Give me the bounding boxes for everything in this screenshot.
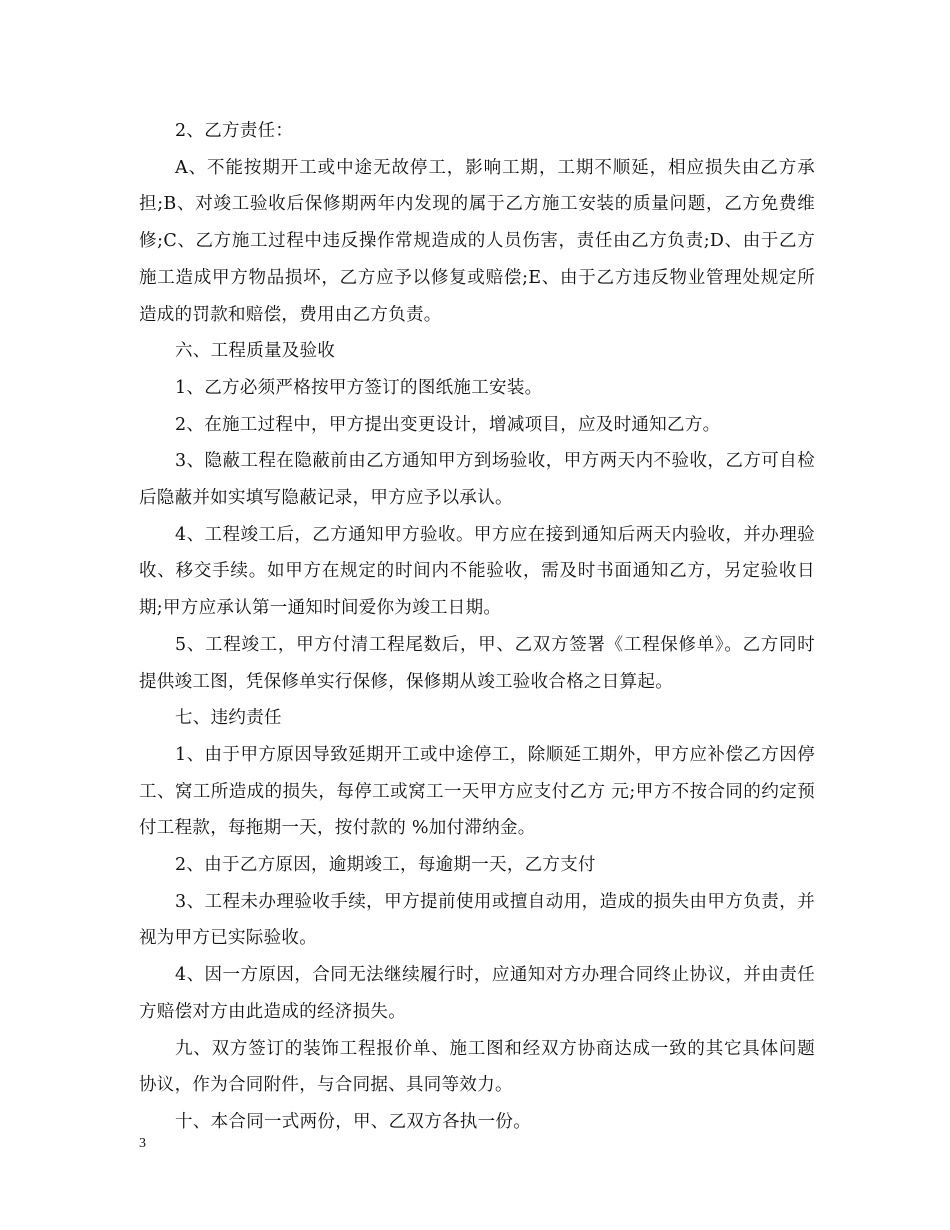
paragraph-quality-1: 1、乙方必须严格按甲方签订的图纸施工安装。 [175, 377, 543, 398]
section-ten-contract-copies: 十、本合同一式两份，甲、乙双方各执一份。 [175, 1111, 531, 1132]
paragraph-breach-1: 1、由于甲方原因导致延期开工或中途停工，除顺延工期外，甲方应补偿乙方因停工、窝工所造成的损失，每停工或窝工一天甲方应支付乙方 元;甲方不按合同的约定预付工程款，每拖期一天，按付款的 %加付滞纳金。 [139, 744, 815, 839]
section-nine-contract-attachments: 九、双方签订的装饰工程报价单、施工图和经双方协商达成一致的其它具体问题协议，作为合同附件，与合同据、具同等效力。 [139, 1038, 815, 1096]
section-heading-breach-liability: 七、违约责任 [175, 708, 282, 729]
paragraph-breach-2: 2、由于乙方原因，逾期竣工，每逾期一天，乙方支付 [175, 855, 596, 876]
paragraph-quality-3: 3、隐蔽工程在隐蔽前由乙方通知甲方到场验收，甲方两天内不验收，乙方可自检后隐蔽并如实填写隐蔽记录，甲方应予以承认。 [139, 451, 815, 509]
page-number: 3 [139, 1136, 146, 1151]
document-body [139, 113, 815, 1141]
paragraph-quality-2: 2、在施工过程中，甲方提出变更设计，增减项目，应及时通知乙方。 [175, 414, 721, 435]
paragraph-quality-5: 5、工程竣工，甲方付清工程尾数后，甲、乙双方签署《工程保修单》。乙方同时提供竣工图，凭保修单实行保修，保修期从竣工验收合格之日算起。 [139, 634, 815, 692]
paragraph-quality-4: 4、工程竣工后，乙方通知甲方验收。甲方应在接到通知后两天内验收，并办理验收、移交手续。如甲方在规定的时间内不能验收，需及时书面通知乙方，另定验收日期;甲方应承认第一通知时间爱你为竣工日期。 [139, 524, 815, 619]
paragraph-breach-3: 3、工程未办理验收手续，甲方提前使用或擅自动用，造成的损失由甲方负责，并视为甲方已实际验收。 [139, 891, 815, 949]
paragraph-breach-4: 4、因一方原因，合同无法继续履行时，应通知对方办理合同终止协议，并由责任方赔偿对方由此造成的经济损失。 [139, 965, 815, 1022]
paragraph-party-b-responsibility-items: A、不能按期开工或中途无故停工，影响工期，工期不顺延，相应损失由乙方承担;B、对竣工验收后保修期两年内发现的属于乙方施工安装的质量问题，乙方免费维修;C、乙方施工过程中违反操作常规造成的人员伤害，责任由乙方负责;D、由于乙方施工造成甲方物品损坏，乙方应予以修复或赔偿;E、由于乙方违反物业管理处规定所造成的罚款和赔偿，费用由乙方负责。 [139, 157, 815, 325]
paragraph-party-b-responsibility-heading: 2、乙方责任： [175, 121, 294, 141]
section-heading-quality-acceptance: 六、工程质量及验收 [175, 341, 336, 362]
